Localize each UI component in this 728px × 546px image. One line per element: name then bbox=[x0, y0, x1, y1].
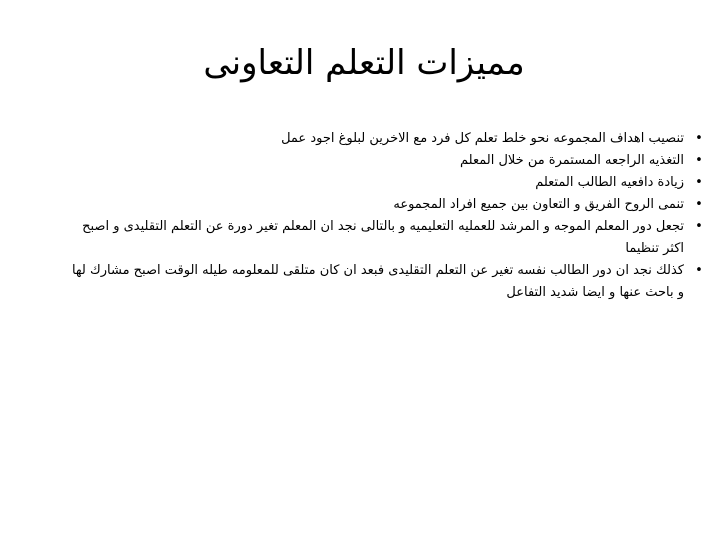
bullet-dot-icon: • bbox=[695, 153, 703, 168]
list-item bbox=[66, 172, 706, 194]
bullet-text: تنصيب اهداف المجموعه نحو خلط تعلم كل فرد مع الاخرين لبلوغ اجود عمل bbox=[281, 131, 684, 146]
bullet-text: تجعل دور المعلم الموجه و المرشد للعمليه التعليميه و بالتالى نجد ان المعلم تغير دورة عن التعلم التقليدى و اصبح اكثر تنظيما bbox=[82, 219, 684, 256]
bullet-text: زيادة دافعيه الطالب المتعلم bbox=[535, 175, 684, 190]
bullet-dot-icon: • bbox=[695, 219, 703, 234]
slide-title: مميزات التعلم التعاونى bbox=[203, 43, 525, 83]
list-item bbox=[66, 216, 706, 260]
bullet-dot-icon: • bbox=[695, 263, 703, 278]
list-item bbox=[66, 260, 706, 304]
bullet-text: التغذيه الراجعه المستمرة من خلال المعلم bbox=[460, 153, 684, 168]
bullet-dot-icon: • bbox=[695, 197, 703, 212]
bullet-dot-icon: • bbox=[695, 175, 703, 190]
bullet-text: كذلك نجد ان دور الطالب نفسه تغير عن التعلم التقليدى فبعد ان كان متلقى للمعلومه طيله الوقت اصبح مشارك لها و باحث عنها و ايضا شديد التفاعل bbox=[71, 263, 684, 300]
list-item bbox=[66, 128, 706, 150]
bullet-text: تنمى الروح الفريق و التعاون بين جميع افراد المجموعه bbox=[393, 197, 684, 212]
list-item bbox=[66, 150, 706, 172]
bullet-list bbox=[66, 128, 706, 304]
list-item bbox=[66, 194, 706, 216]
bullet-dot-icon: • bbox=[695, 131, 703, 146]
